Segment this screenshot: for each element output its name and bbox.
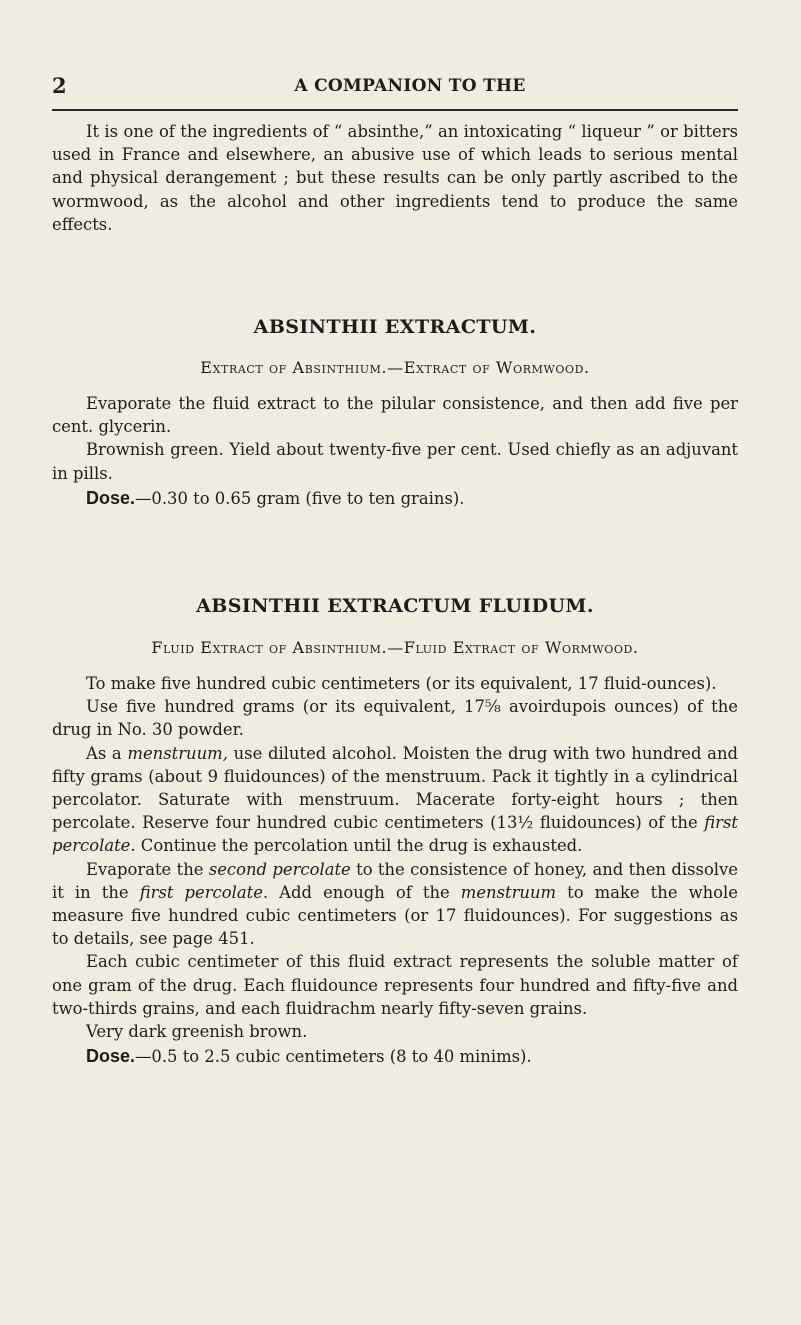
section-body-fluidum [52, 672, 738, 1068]
paragraph: Each cubic centimeter of this fluid extract represents the soluble matter of one gram of the drug. Each fluidounce represents four hundred and fifty-five and two-thirds grains, and each fluidrachm nearly fifty-seven grains. [52, 952, 738, 1018]
dose-text: —0.5 to 2.5 cubic centimeters (8 to 40 minims). [135, 1047, 532, 1067]
section-subheading-extractum: Extract of Absinthium.—Extract of Wormwood. [200, 358, 590, 377]
section-subheading-fluidum: Fluid Extract of Absinthium.—Fluid Extract of Wormwood. [151, 638, 639, 657]
dose-label: Dose. [86, 1046, 136, 1067]
paragraph: Use five hundred grams (or its equivalent, 17⅝ avoirdupois ounces) of the drug in No. 30 powder. [52, 697, 738, 740]
section-heading-fluidum: ABSINTHII EXTRACTUM FLUIDUM. [196, 595, 594, 617]
paragraph: As a menstruum, use diluted alcohol. Moisten the drug with two hundred and fifty grams (about 9 fluidounces) of the menstruum. Pack it tightly in a cylindrical percolator. Saturate with menstruum. Macerate forty-eight hours ; then percolate. Reserve four hundred cubic centimeters (13½ fluidounces) of the first percolate. Continue the percolation until the drug is exhausted. [52, 743, 738, 856]
paragraph: Brownish green. Yield about twenty-five per cent. Used chiefly as an adjuvant in pills. [52, 440, 738, 483]
page-number: 2 [52, 73, 67, 98]
running-title: A COMPANION TO THE [294, 76, 526, 96]
section-body-extractum [52, 392, 738, 510]
dose-line [52, 487, 738, 510]
paragraph: To make five hundred cubic centimeters (or its equivalent, 17 fluid-ounces). [86, 674, 717, 693]
dose-line [52, 1045, 738, 1068]
dose-text: —0.30 to 0.65 gram (five to ten grains). [135, 488, 465, 508]
dose-label: Dose. [86, 487, 136, 508]
paragraph: Evaporate the second percolate to the consistence of honey, and then dissolve it in the first percolate. Add enough of the menstruum to make the whole measure five hundred cubic centimeters (or 17 fluidounces). For suggestions as to details, see page 451. [52, 859, 739, 949]
intro-paragraph: It is one of the ingredients of “ absinthe,” an intoxicating “ liqueur ” or bitters used in France and elsewhere, an abusive use of which leads to serious mental and physical derangement ; but these results can be only partly ascribed to the wormwood, as the alcohol and other ingredients tend to produce the same effects. [52, 122, 738, 234]
paragraph: Evaporate the fluid extract to the pilular consistence, and then add five per cent. glycerin. [52, 394, 738, 437]
section-heading-extractum: ABSINTHII EXTRACTUM. [253, 316, 537, 338]
running-head [52, 73, 738, 111]
intro-paragraph-block [52, 120, 738, 236]
paragraph: Very dark greenish brown. [86, 1022, 308, 1042]
